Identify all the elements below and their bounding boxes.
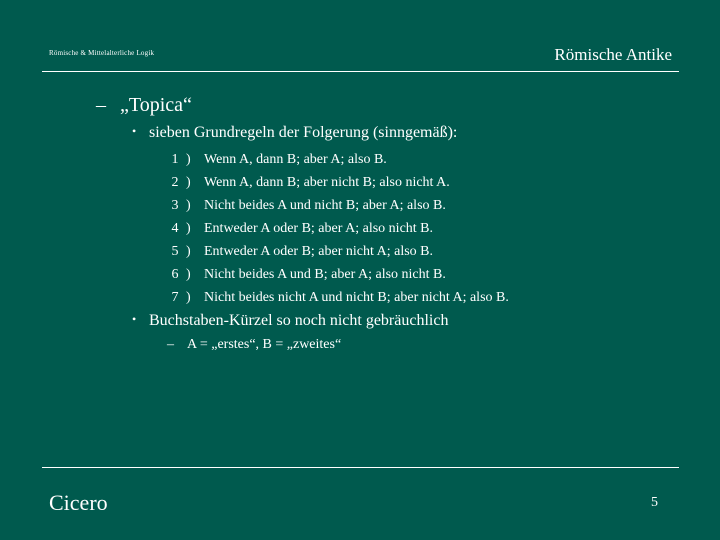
rule-item <box>164 171 509 194</box>
rule-number: 7 <box>171 290 179 305</box>
rule-paren: ) <box>186 290 191 305</box>
rule-item <box>164 194 509 217</box>
rule-number: 3 <box>171 198 179 213</box>
rule-number: 2 <box>171 175 179 190</box>
header-course-title: Römische & Mittelalterliche Logik <box>49 49 155 57</box>
rule-paren: ) <box>186 244 191 259</box>
rule-paren: ) <box>186 152 191 167</box>
rule-item <box>164 217 509 240</box>
rule-paren: ) <box>186 198 191 213</box>
page-number: 5 <box>651 495 658 510</box>
rule-item <box>164 240 509 263</box>
rule-number: 6 <box>171 267 179 282</box>
bullet-icon: • <box>132 312 137 326</box>
rule-item <box>164 148 509 171</box>
footer-author: Cicero <box>49 490 108 515</box>
topic-line <box>96 94 192 117</box>
abbrev-detail: A = „erstes“, B = „zweites“ <box>187 337 342 352</box>
header-section-title: Römische Antike <box>554 45 672 64</box>
rule-paren: ) <box>186 221 191 236</box>
bullet-icon: • <box>132 124 137 138</box>
rules-heading-line <box>132 124 457 142</box>
abbrev-heading: Buchstaben-Kürzel so noch nicht gebräuchlich <box>149 312 449 329</box>
footer-divider <box>42 467 679 468</box>
rule-text: Entweder A oder B; aber A; also nicht B. <box>204 221 434 236</box>
rule-text: Nicht beides A und B; aber A; also nicht B. <box>204 267 446 282</box>
rules-list <box>164 148 509 309</box>
rule-number: 5 <box>171 244 179 259</box>
rule-text: Entweder A oder B; aber nicht A; also B. <box>204 244 434 259</box>
header-divider <box>42 71 679 72</box>
rule-item <box>164 286 509 309</box>
topic-title: „Topica“ <box>120 94 192 116</box>
rule-number: 1 <box>171 152 179 167</box>
rule-paren: ) <box>186 175 191 190</box>
topic-dash: – <box>96 94 106 116</box>
abbrev-detail-line <box>167 337 341 353</box>
abbrev-heading-line <box>132 312 448 330</box>
rule-text: Wenn A, dann B; aber A; also B. <box>204 152 387 167</box>
rule-item <box>164 263 509 286</box>
rule-number: 4 <box>171 221 179 236</box>
rules-heading: sieben Grundregeln der Folgerung (sinngemäß): <box>149 124 458 141</box>
rule-text: Nicht beides A und nicht B; aber A; also B. <box>204 198 446 213</box>
abbrev-dash: – <box>167 337 174 352</box>
rule-text: Nicht beides nicht A und nicht B; aber nicht A; also B. <box>204 290 509 305</box>
rule-text: Wenn A, dann B; aber nicht B; also nicht A. <box>204 175 450 190</box>
rule-paren: ) <box>186 267 191 282</box>
